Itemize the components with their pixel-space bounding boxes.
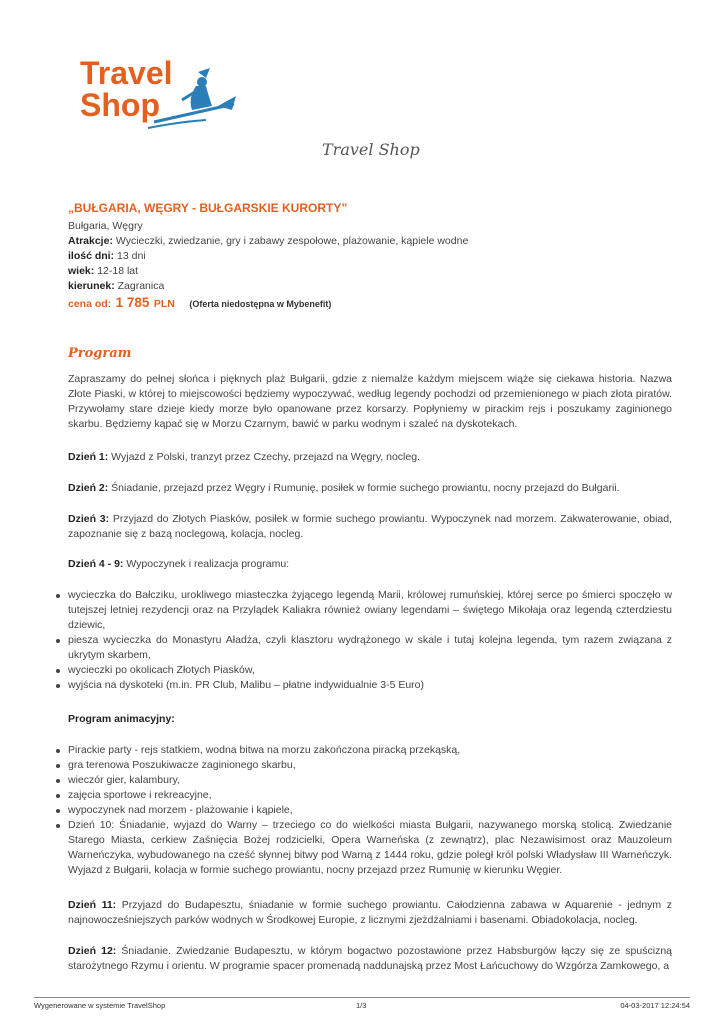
logo-word-travel: Travel [80, 55, 173, 91]
day1-text: Wyjazd z Polski, tranzyt przez Czechy, przejazd na Węgry, nocleg. [108, 451, 420, 463]
attractions-value: Wycieczki, zwiedzanie, gry i zabawy zespołowe, plażowanie, kąpiele wodne [115, 235, 469, 247]
excursions-list [68, 588, 672, 693]
day2-label: Dzień 2: [68, 482, 109, 494]
travel-shop-logo [78, 54, 238, 138]
days-label: ilość dni: [68, 250, 115, 262]
price-value: 1 785 [115, 295, 150, 310]
attractions-line [68, 235, 468, 247]
days-line [68, 250, 146, 262]
price-currency: PLN [153, 298, 175, 310]
day2-paragraph [68, 481, 672, 496]
direction-line [68, 280, 164, 292]
age-value: 12-18 lat [97, 265, 139, 277]
price-note: (Oferta niedostępna w Mybenefit) [189, 299, 332, 309]
list-item: Pirackie party - rejs statkiem, wodna bitwa na morzu zakończona piracką przekąską, [68, 743, 672, 758]
list-item: wyjścia na dyskoteki (m.in. PR Club, Malibu – płatne indywidualnie 3-5 Euro) [68, 678, 672, 693]
day11-label: Dzień 11: [68, 899, 117, 911]
day4-9-paragraph [68, 557, 672, 572]
list-item: wycieczka do Bałcziku, urokliwego miasteczka żyjącego legendą Marii, królowej rumuńskiej, której serce po śmierci spoczęło w tutejszej letniej rezydencji oraz na Przylądek Kaliakra również owiany legendami – świętego Mikołaja oraz legendą czterdziestu dziewic, [68, 589, 672, 631]
animation-program-title: Program animacyjny: [68, 713, 175, 725]
price-line [68, 294, 331, 312]
list-item: gra terenowa Poszukiwacze zaginionego skarbu, [68, 758, 672, 773]
age-line [68, 265, 138, 277]
day1-paragraph [68, 450, 672, 465]
footer-page-number: 1/3 [356, 1001, 367, 1010]
list-item: Dzień 10: Śniadanie, wyjazd do Warny – trzeciego co do wielkości miasta Bułgarii, nazywanego morską stolicą. Zwiedzanie Starego Miasta, cerkiew Zaśnięcia Bożej rodzicielki, Opera Warneńska (z zewnątrz), plac Nezawisimost oraz Mauzoleum Warneńczyka, wybudowanego na cześć słynnej bitwy pod Warną z 1444 roku, gdzie poległ król polski Władysław III Warneńczyk. Wyjazd z Bułgarii, kolacja w formie suchego prowiantu, nocny przejazd przez Rumunię w kierunku Węgier. [68, 819, 672, 876]
age-label: wiek: [68, 265, 95, 277]
day2-text: Śniadanie, przejazd przez Węgry i Rumunię, posiłek w formie suchego prowiantu, nocny przejazd do Bułgarii. [108, 482, 620, 494]
list-item: wycieczki po okolicach Złotych Piasków, [68, 663, 672, 678]
footer-generated: Wygenerowane w systemie TravelShop [34, 1001, 166, 1010]
animation-list [68, 743, 672, 878]
days-value: 13 dni [117, 250, 146, 262]
day12-paragraph [68, 944, 672, 974]
day3-text: Przyjazd do Złotych Piasków, posiłek w formie suchego prowiantu. Wypoczynek nad morzem. Zakwaterowanie, obiad, zapoznanie się z bazą noclegową, kolacja, nocleg. [68, 513, 673, 540]
day11-text: Przyjazd do Budapesztu, śniadanie w formie suchego prowiantu. Całodzienna zabawa w Aquarenie - jednym z najnowocześniejszych parków wodnych w Środkowej Europie, z licznymi zjeżdżalniami i basenami. Obiadokolacja, nocleg. [68, 899, 672, 926]
day11-paragraph [68, 898, 672, 928]
day3-paragraph [68, 512, 672, 542]
witch-logo-icon [78, 54, 238, 138]
attractions-label: Atrakcje: [68, 235, 113, 247]
day4-9-text: Wypoczynek i realizacja programu: [123, 558, 290, 570]
list-item: piesza wycieczka do Monastyru Aładża, czyli klasztoru wydrążonego w skale i tutaj kolejna legenda, tym razem związana z ukrytym skarbem, [68, 634, 672, 661]
brand-title: Travel Shop [322, 140, 420, 159]
list-item: wypoczynek nad morzem - plażowanie i kąpiele, [68, 803, 672, 818]
day4-9-label: Dzień 4 - 9: [68, 558, 124, 570]
price-label: cena od: [68, 298, 112, 310]
day12-label: Dzień 12: [68, 945, 117, 957]
animation-program-label [68, 712, 672, 727]
list-item: zajęcia sportowe i rekreacyjne, [68, 788, 672, 803]
program-heading: Program [68, 346, 132, 361]
direction-label: kierunek: [68, 280, 115, 292]
footer-timestamp: 04-03-2017 12:24:54 [620, 1001, 690, 1010]
footer-divider [34, 997, 690, 998]
logo-word-shop: Shop [80, 87, 160, 123]
day1-label: Dzień 1: [68, 451, 109, 463]
direction-value: Zagranica [117, 280, 165, 292]
program-intro: Zapraszamy do pełnej słońca i pięknych plaż Bułgarii, gdzie z niemalże każdym miejscem wiąże się ciekawa historia. Nazwa Złote Piaski, w której to miejscowości będziemy wypoczywać, według legendy pochodzi od przemienionego w piach złota piratów. Przywołamy stare dzieje kiedy morze było opanowane przez korsarzy. Popłyniemy w pirackim rejs i poszukamy zaginionego skarbu. Będziemy kąpać się w Morzu Czarnym, bawić w parku wodnym i szaleć na dyskotekach. [68, 373, 672, 430]
day3-label: Dzień 3: [68, 513, 110, 525]
list-item: wieczór gier, kalambury, [68, 773, 672, 788]
trip-title: „BUŁGARIA, WĘGRY - BUŁGARSKIE KURORTY” [68, 201, 348, 215]
countries-line: Bułgaria, Węgry [68, 220, 143, 232]
day12-text: Śniadanie. Zwiedzanie Budapesztu, w którym bogactwo pozostawione przez Habsburgów łączy się ze spuścizną starożytnego Rzymu i orientu. W programie spacer promenadą naddunajską przez Most Łańcuchowy do Wzgórza Zamkowego, a [68, 945, 672, 972]
